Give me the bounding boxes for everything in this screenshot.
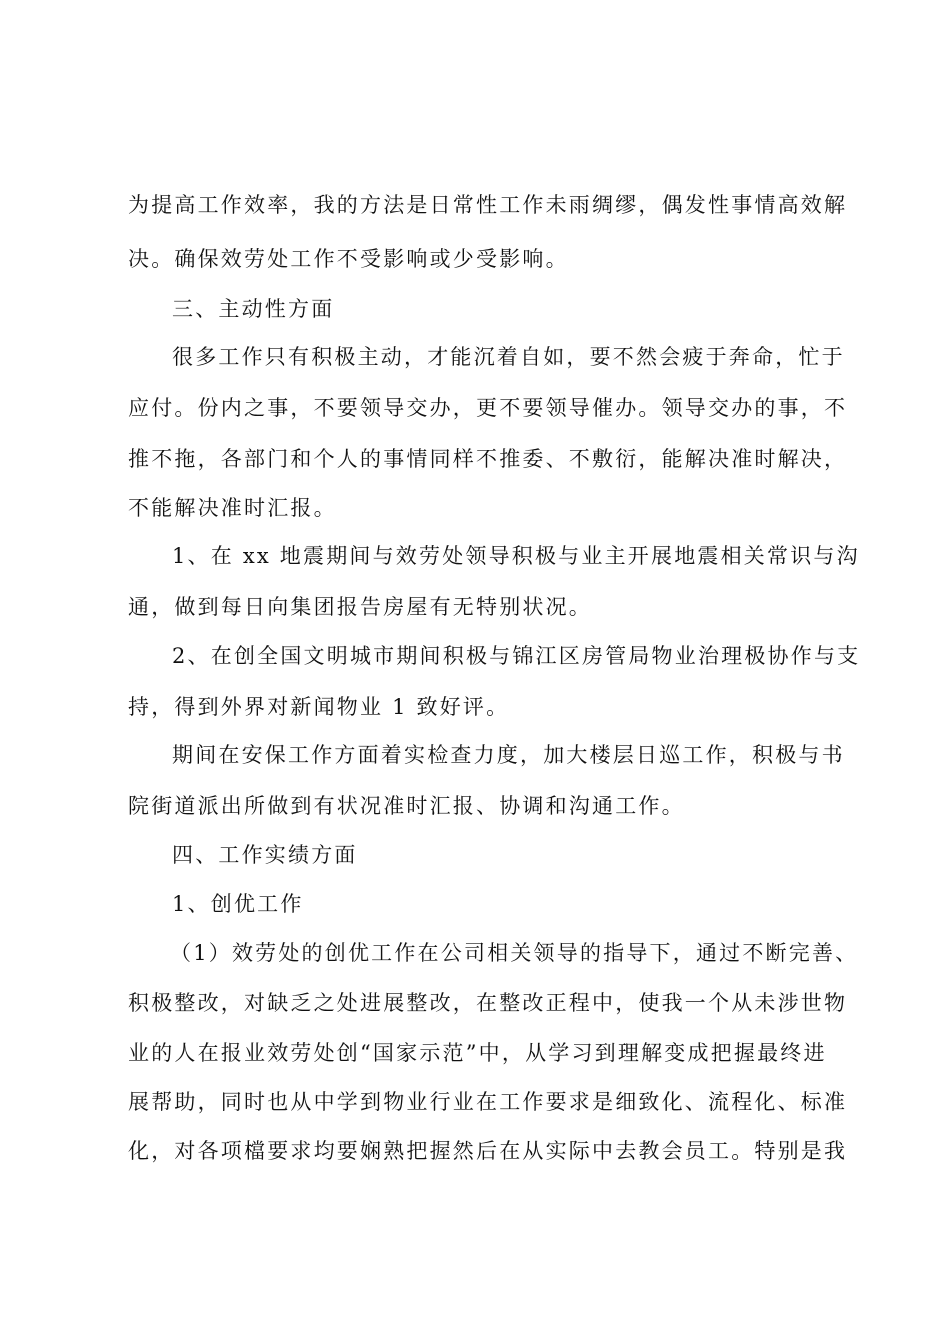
text-line: 不能解决准时汇报。 [128,496,337,520]
text-line: 1、在 xx 地震期间与效劳处领导积极与业主开展地震相关常识与沟 [172,544,860,568]
section-heading: 三、主动性方面 [172,297,335,321]
text-line: 通，做到每日向集团报告房屋有无特别状况。 [128,595,592,619]
text-line: 展帮助，同时也从中学到物业行业在工作要求是细致化、流程化、标准 [128,1090,848,1114]
text-line: 化，对各项檔要求均要娴熟把握然后在从实际中去教会员工。特别是我 [128,1139,848,1163]
text-line: 决。确保效劳处工作不受影响或少受影响。 [128,247,569,271]
text-line: 持，得到外界对新闻物业 1 致好评。 [128,695,510,719]
text-line: 2、在创全国文明城市期间积极与锦江区房管局物业治理极协作与支 [172,644,861,668]
text-line: 很多工作只有积极主动，才能沉着自如，要不然会疲于奔命，忙于 [172,345,845,369]
text-line: 应付。份内之事，不要领导交办，更不要领导催办。领导交办的事，不 [128,396,848,420]
text-line: 业的人在报业效劳处创“国家示范”中，从学习到理解变成把握最终进 [128,1041,827,1065]
text-line: （1）效劳处的创优工作在公司相关领导的指导下，通过不断完善、 [170,941,859,965]
text-line: 期间在安保工作方面着实检查力度，加大楼层日巡工作，积极与书 [172,743,845,767]
text-line: 为提高工作效率，我的方法是日常性工作未雨绸缪，偶发性事情高效解 [128,193,848,217]
subsection-heading: 1、创优工作 [172,892,304,916]
text-line: 院街道派出所做到有状况准时汇报、协调和沟通工作。 [128,794,685,818]
text-line: 积极整改，对缺乏之处进展整改，在整改正程中，使我一个从未涉世物 [128,991,848,1015]
section-heading: 四、工作实绩方面 [172,843,358,867]
text-line: 推不拖，各部门和个人的事情同样不推委、不敷衍，能解决准时解决， [128,447,848,471]
